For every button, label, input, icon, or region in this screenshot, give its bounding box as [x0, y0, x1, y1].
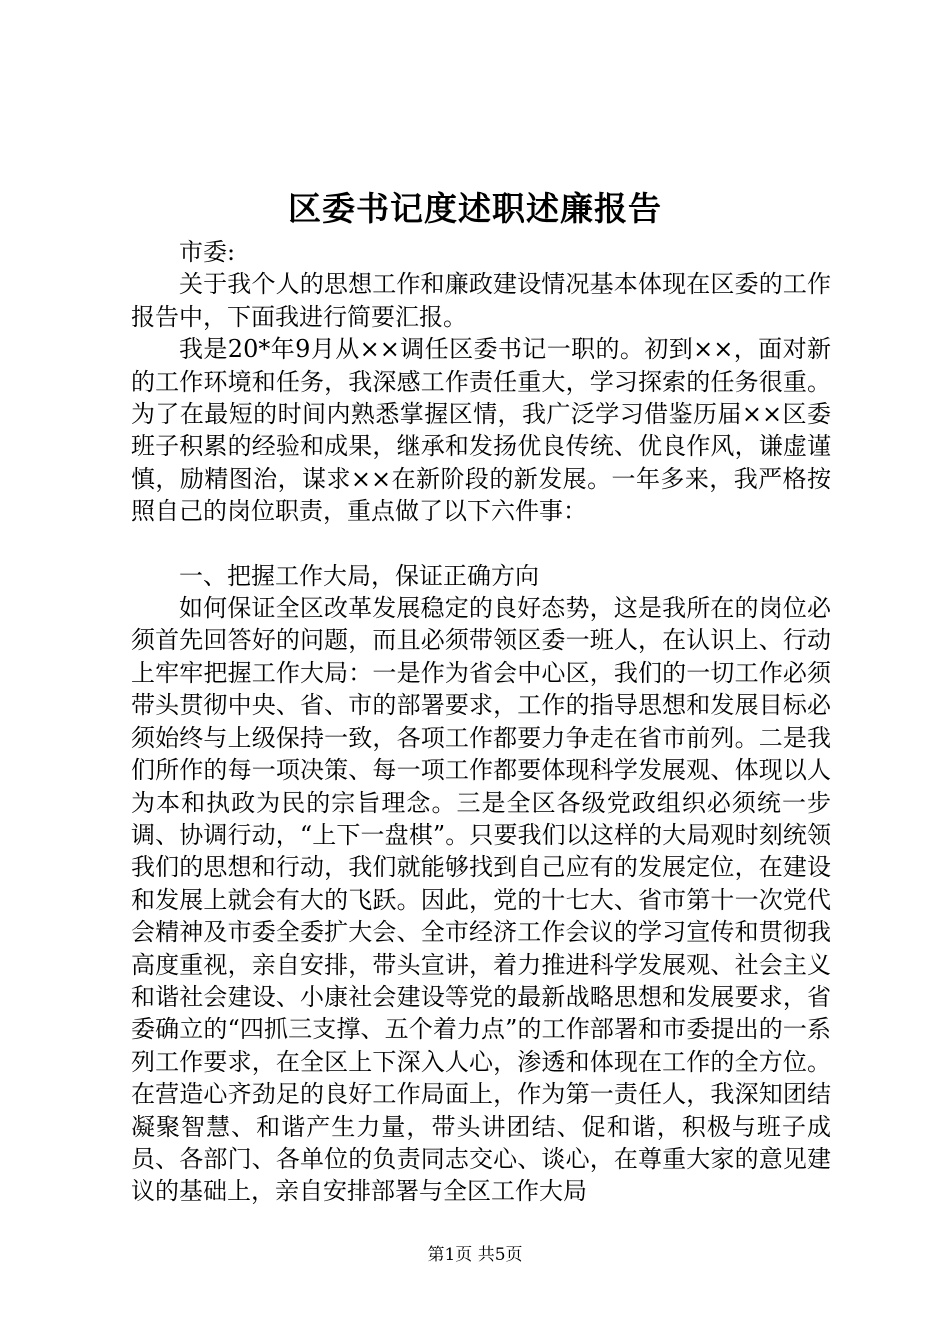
page-footer: 第1页 共5页	[427, 1245, 523, 1265]
section-1-body: 如何保证全区改革发展稳定的良好态势，这是我所在的岗位必须首先回答好的问题，而且必须带领区委一班人，在认识上、行动上牢牢把握工作大局：一是作为省会中心区，我们的一切工作必须带头贯彻中央、省、市的部署要求，工作的指导思想和发展目标必须始终与上级保持一致，各项工作都要力争走在省市前列。二是我们所作的每一项决策、每一项工作都要体现科学发展观、体现以人为本和执政为民的宗旨理念。三是全区各级党政组织必须统一步调、协调行动，“上下一盘棋”。只要我们以这样的大局观时刻统领我们的思想和行动，我们就能够找到自己应有的发展定位，在建设和发展上就会有大的飞跃。因此，党的十七大、省市第十一次党代会精神及市委全委扩大会、全市经济工作会议的学习宣传和贯彻我高度重视，亲自安排，带头宣讲，着力推进科学发展观、社会主义和谐社会建设、小康社会建设等党的最新战略思想和发展要求，省委确立的“四抓三支撑、五个着力点”的工作部署和市委提出的一系列工作要求，在全区上下深入人心，渗透和体现在工作的全方位。在营造心齐劲足的良好工作局面上，作为第一责任人，我深知团结凝聚智慧、和谐产生力量，带头讲团结、促和谐，积极与班子成员、各部门、各单位的负责同志交心、谈心，在尊重大家的意见建议的基础上，亲自安排部署与全区工作大局	[131, 594, 831, 1206]
document-title: 区委书记度述职述廉报告	[288, 189, 662, 228]
intro-paragraph: 关于我个人的思想工作和廉政建设情况基本体现在区委的工作报告中，下面我进行简要汇报。	[131, 270, 831, 331]
document-body	[131, 236, 831, 1208]
salutation: 市委:	[179, 238, 236, 266]
section-1-heading: 一、把握工作大局，保证正确方向	[179, 561, 539, 590]
paragraph-1: 我是20*年9月从××调任区委书记一职的。初到××，面对新的工作环境和任务，我深感工作责任重大，学习探索的任务很重。为了在最短的时间内熟悉掌握区情，我广泛学习借鉴历届××区委班子积累的经验和成果，继承和发扬优良传统、优良作风，谦虚谨慎，励精图治，谋求××在新阶段的新发展。一年多来，我严格按照自己的岗位职责，重点做了以下六件事：	[131, 335, 831, 526]
